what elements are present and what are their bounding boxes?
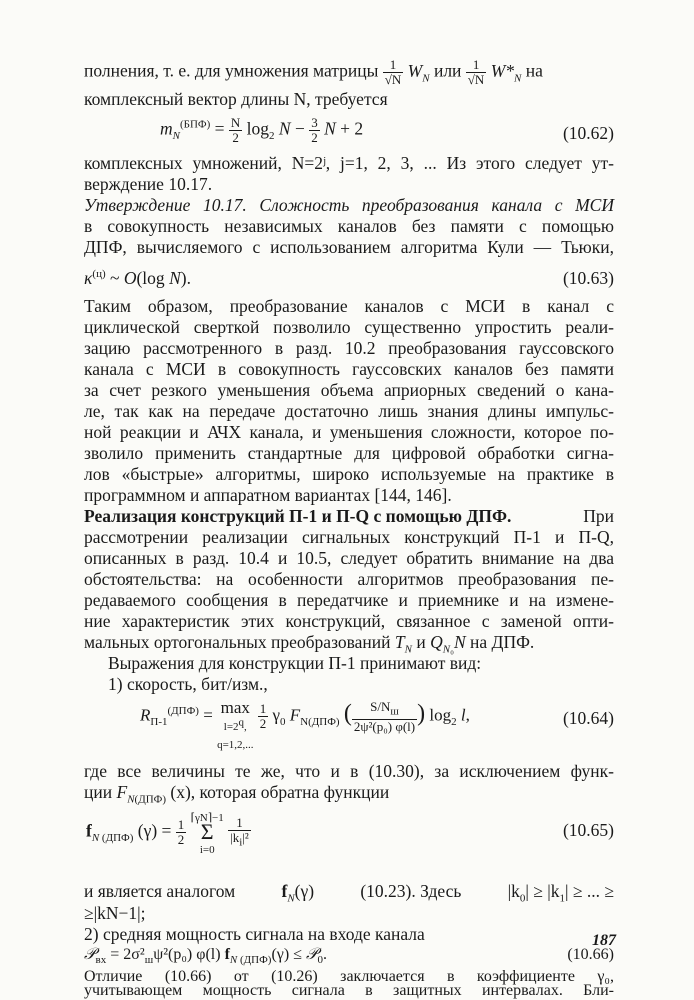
text-span: на ДПФ. [470,632,535,652]
text-line: рассмотрении реализации сигнальных конструкций П-1 и П-Q, [84,527,614,547]
text-span: (10.23). Здесь [360,881,462,901]
text-line: редаваемого сообщения в передатчике и приемнике и на измене- [84,590,614,610]
text-line: ДПФ, вычисляемого с использованием алгоритма Кули — Тьюки, [84,237,614,257]
fraction: $\frac{1}{√N}$ [384,57,402,87]
text-line: Утверждение 10.17. Сложность преобразования канала с МСИ [84,195,614,215]
text-line: и является аналогом $f_N(\gamma)$ (10.23). Здесь $|k_0| \ge |k_1|$ ≥ ... ≥ [84,880,614,910]
text-line: обстоятельства: на особенности алгоритмов преобразования пе- [84,569,614,589]
equation-10-63: $\kappa^{(ц)}$ ~ O(log N). [84,268,191,288]
text-line: программном и аппаратном вариантах [144, 146]. [84,485,452,505]
text-line: Таким образом, преобразование каналов с МСИ в канал с [84,296,614,316]
equation-10-65: $f_{N (ДПФ)}$ (γ) = $\frac{1}{2}$ ⌈γN⌉−1 Σ i=0 $\frac{1}{|k_i|^2}$ [86,812,249,856]
fraction: $\frac{1}{√N}$ [467,57,485,87]
equation-number: (10.62) [562,123,614,143]
text-line [84,505,614,527]
text-line: зацию рассмотренного в разд. 10.2 преобразования гауссовского [84,338,614,358]
text-span: на [525,60,543,81]
text-line: ле, так как на передаче достаточно лишь знания длины импульс- [84,401,614,421]
text-span: или [433,60,462,81]
text-line: мальных ортогональных преобразований $T_N$ и $Q_{N_0}N$ на ДПФ. [84,632,535,656]
equation-number: (10.63) [562,268,614,288]
equation-10-64: $R_{П-1}^{(ДПФ)} = \max$ $l=2^q$, q=1,2,... $\frac{1}{2}$ $\gamma_0$ $F_{N(ДПФ)}$ ( $\frac{S/N_ш}{\text{2ψ²(p₀) φ(l)}}$ ) $\log_2 l$, [140,698,470,751]
text-span: полнения, т. е. для умножения матрицы [84,60,379,81]
text-line: где все величины те же, что и в (10.30), за исключением функ- [84,761,614,781]
section-heading: Реализация конструкций П-1 и П-Q с помощью ДПФ. [84,506,512,526]
page-number: 187 [592,932,616,949]
equation-number: (10.64) [562,708,614,728]
text-span: При [583,506,614,526]
text-line: описанных в разд. 10.4 и 10.5, следует обратить внимание на два [84,548,614,568]
text-line: ной реакции и АЧХ канала, и уменьшения сложности, которое по- [84,422,614,442]
equation-number: (10.66) [567,946,614,963]
text-line: зволило применить стандартные для цифровой обработки сигна- [84,443,614,463]
text-span: и является аналогом [84,881,236,901]
text-line: за счет резкого уменьшения объема априорных сведений о кана- [84,380,614,400]
text-line: в совокупность независимых каналов без памяти с помощью [84,216,614,236]
text-line: 1) скорость, бит/изм., [108,674,268,694]
equation-number: (10.65) [562,820,614,840]
text-line: верждение 10.17. [84,174,213,194]
text-line: Выражения для конструкции П-1 принимают вид: [108,653,482,673]
text-line: учитывающем мощность сигнала в защитных интервалах. Бли- [84,982,614,999]
text-line: лов «быстрые» алгоритмы, широко используемые на практике в [84,464,614,484]
text-line: 2) средняя мощность сигнала на входе канала [84,924,425,944]
text-span: (x), которая обратна функции [170,782,390,802]
matrix-w-star: $W*_N$ [490,60,522,85]
text-span: ции [84,782,113,802]
text-line: комплексный вектор длины N, требуется [84,89,388,109]
text-line [84,58,614,89]
text-line: комплексных умножений, N=2ʲ, j=1, 2, 3, ... Из этого следует ут- [84,153,614,173]
text-line: ≥|kN−1|; [84,903,146,923]
text-line: Отличие (10.66) от (10.26) заключается в коэффициенте γ₀, [84,968,614,985]
text-span: мальных ортогональных преобразований [84,632,391,652]
equation-10-66: 𝒫$_{вх}$ = $2\sigma^2_ш\psi^2(p_0)$ φ(l) $f_{N (ДПФ)}(\gamma)$ ≤ 𝒫$_0$. [84,946,328,967]
text-line: ции $F_{N(ДПФ)}$ (x), которая обратна функции [84,782,390,806]
equation-10-62: $m_N^{(БПФ)}$ = $\frac{N}{2}$ $\log_2 N$ − $\frac{3}{2}$ N + 2 [160,115,364,145]
matrix-w: $W_N$ [407,60,430,85]
text-line: циклической сверткой позволило существенно упростить реали- [84,317,614,337]
text-line: канала с МСИ в совокупность гауссовских каналов без памяти [84,359,614,379]
text-line: ние характеристик этих конструкций, связанное с заменой опти- [84,611,614,631]
